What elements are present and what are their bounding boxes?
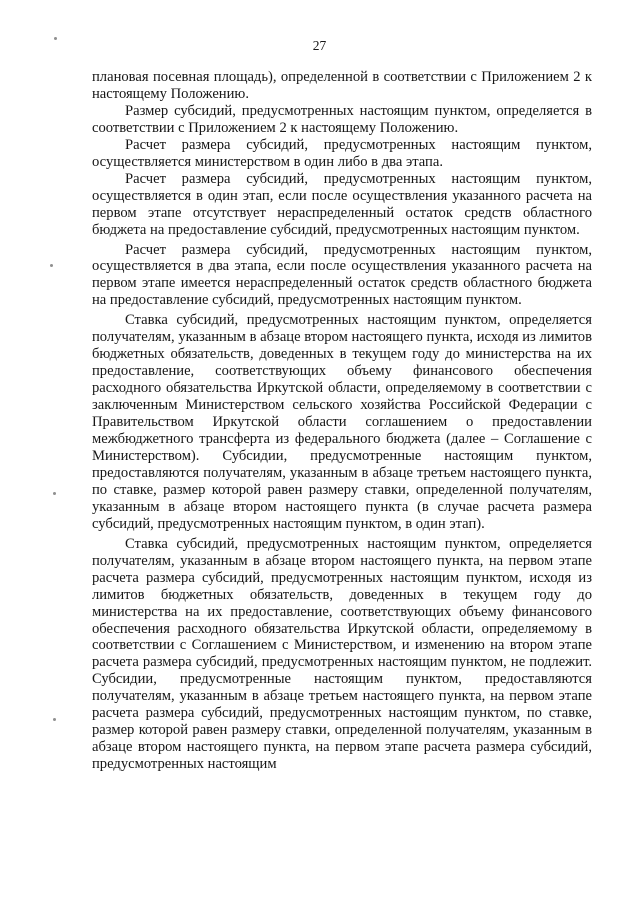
document-body [92, 69, 592, 773]
scan-speck [50, 264, 53, 267]
paragraph-continuation: плановая посевная площадь), определенной в соответствии с Приложением 2 к настоящему Положению. [92, 69, 592, 102]
paragraph-rate-one-stage: Ставка субсидий, предусмотренных настоящим пунктом, определяется получателям, указанным в абзаце втором настоящего пункта, исходя из лимитов бюджетных обязательств, доведенных в текущем году до министерства на их предоставление, соответствующих объему финансового обеспечения расходного обязательства Иркутской области, определяемому в соответствии с заключенным Министерством сельского хозяйства Российской Федерации с Правительством Иркутской области соглашением о предоставлении межбюджетного трансферта из федерального бюджета (далее – Соглашение с Министерством). Субсидии, предусмотренные настоящим пунктом, предоставляются получателям, указанным в абзаце третьем настоящего пункта, по ставке, размер которой равен размеру ставки, определенной получателям, указанным в абзаце втором настоящего пункта (в случае расчета размера субсидий, предусмотренных настоящим пунктом, в один этап). [92, 312, 592, 532]
paragraph-subsidy-size: Размер субсидий, предусмотренных настоящим пунктом, определяется в соответствии с Приложением 2 к настоящему Положению. [92, 102, 592, 136]
paragraph-rate-first-stage: Ставка субсидий, предусмотренных настоящим пунктом, определяется получателям, указанным в абзаце втором настоящего пункта, на первом этапе расчета размера субсидий, предусмотренных настоящим пунктом, исходя из лимитов бюджетных обязательств, доведенных в текущем году до министерства на их предоставление, соответствующих объему финансового обеспечения расходного обязательства Иркутской области, определяемому в соответствии с Соглашением с Министерством, и изменению на втором этапе расчета размера субсидий, предусмотренных настоящим пунктом, не подлежит. Субсидии, предусмотренные настоящим пунктом, предоставляются получателям, указанным в абзаце третьем настоящего пункта, на первом этапе расчета размера субсидий, предусмотренных настоящим пунктом, по ставке, размер которой равен размеру ставки, определенной получателям, указанным в абзаце втором настоящего пункта, на первом этапе расчета размера субсидий, предусмотренных настоящим [92, 535, 592, 773]
scan-speck [54, 37, 57, 40]
paragraph-one-stage: Расчет размера субсидий, предусмотренных настоящим пунктом, осуществляется в один этап, если после осуществления указанного расчета на первом этапе отсутствует нераспределенный остаток средств областного бюджета на предоставление субсидий, предусмотренных настоящим пунктом. [92, 170, 592, 238]
scan-speck [53, 718, 56, 721]
scan-speck [53, 492, 56, 495]
paragraph-calculation-stages: Расчет размера субсидий, предусмотренных настоящим пунктом, осуществляется министерством в один либо в два этапа. [92, 136, 592, 170]
page-number: 27 [312, 38, 327, 53]
paragraph-two-stages: Расчет размера субсидий, предусмотренных настоящим пунктом, осуществляется в два этапа, если после осуществления указанного расчета на первом этапе имеется нераспределенный остаток средств областного бюджета на предоставление субсидий, предусмотренных настоящим пунктом. [92, 241, 592, 309]
